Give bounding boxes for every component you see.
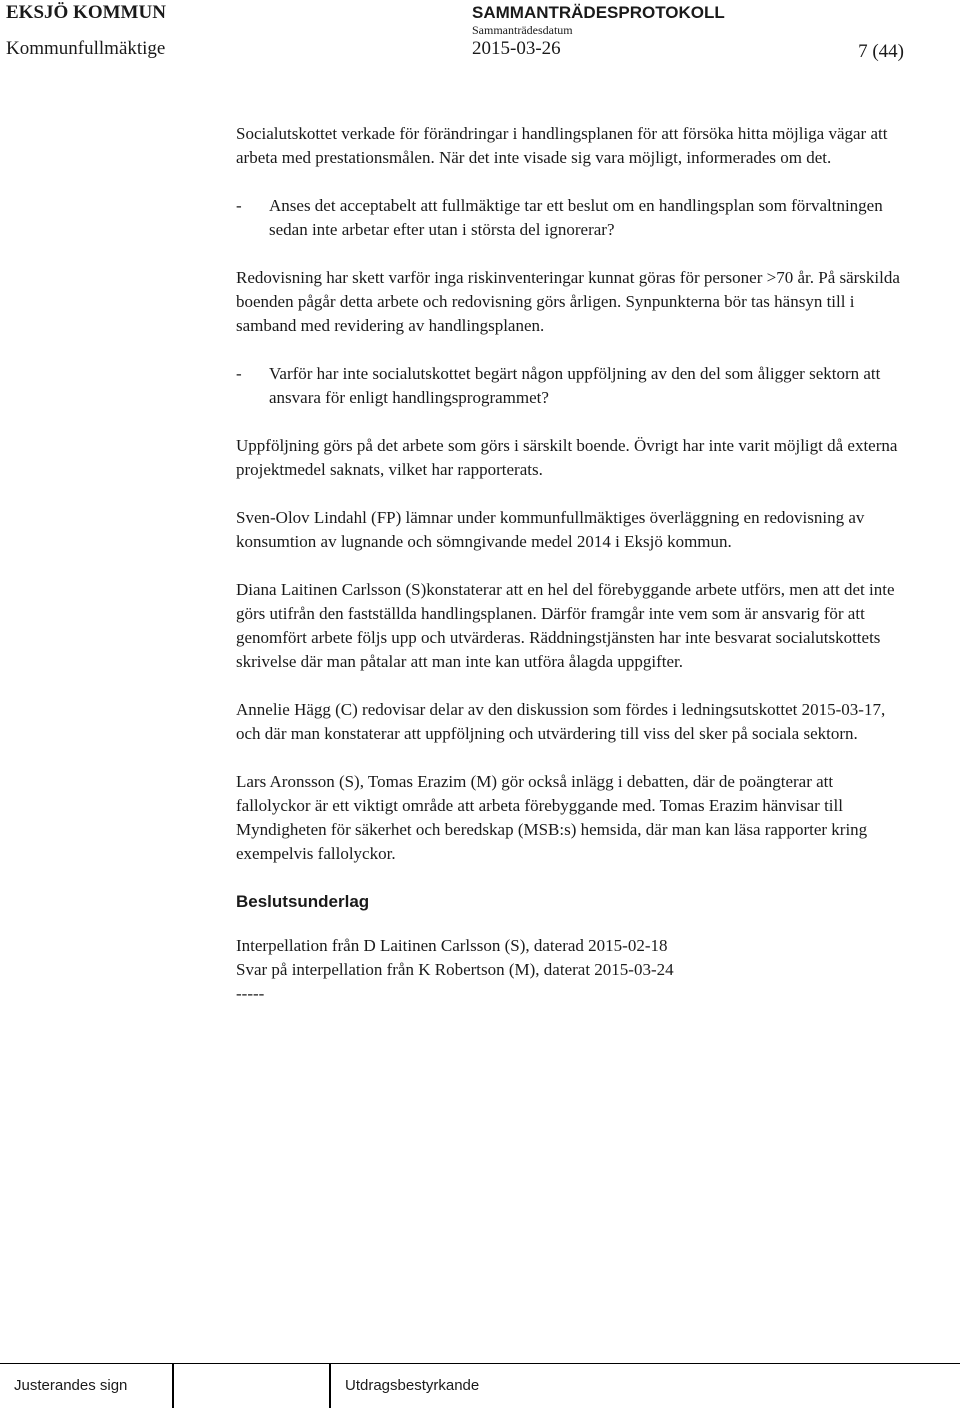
meeting-date: 2015-03-26 [472,38,561,59]
paragraph-2: Redovisning har skett varför inga riskinventeringar kunnat göras för personer >70 år. På särskilda boenden pågår detta arbete och redovisning görs årligen. Synpunkterna bör tas hänsyn till i samband med revidering av handlingsplanen. [236,268,900,335]
paragraph-6: Annelie Hägg (C) redovisar delar av den diskussion som fördes i ledningsutskottet 2015-03-17, och där man konstaterar att uppföljning och utvärdering till viss del sker på sociala sektorn. [236,700,886,743]
reference-1: Interpellation från D Laitinen Carlsson (S), daterad 2015-02-18 [236,936,668,955]
dash-marker: - [236,196,242,215]
header-left [6,2,166,61]
paragraph-4: Sven-Olov Lindahl (FP) lämnar under kommunfullmäktiges överläggning en redovisning av konsumtion av lugnande och sömngivande medel 2014 i Eksjö kommun. [236,508,865,551]
organization-name: EKSJÖ KOMMUN [6,2,166,23]
document-type: SAMMANTRÄDESPROTOKOLL [472,3,725,22]
reference-2: Svar på interpellation från K Robertson (M), daterat 2015-03-24 [236,960,674,979]
certification-label: Utdragsbestyrkande [345,1377,480,1394]
end-marker: ----- [236,984,265,1003]
signature-label: Justerandes sign [14,1377,128,1394]
dash-marker: - [236,364,242,383]
question-1 [236,194,906,242]
footer-divider [172,1364,174,1408]
paragraph-1: Socialutskottet verkade för förändringar i handlingsplanen för att försöka hitta möjliga vägar att arbeta med prestationsmålen. När det inte visade sig vara möjligt, informerades om det. [236,124,888,167]
question-2 [236,362,906,410]
signature-footer [0,1363,960,1408]
meeting-body: Kommunfullmäktige [6,38,166,59]
header-center [472,3,725,61]
footer-divider [329,1364,331,1408]
paragraph-7: Lars Aronsson (S), Tomas Erazim (M) gör också inlägg i debatten, där de poängterar att fallolyckor är ett viktigt område att arbeta förebyggande med. Tomas Erazim hänvisar till Myndigheten för säkerhet och beredskap (MSB:s) hemsida, där man kan läsa rapporter kring exempelvis fallolyckor. [236,772,868,863]
date-label: Sammanträdesdatum [472,23,573,37]
paragraph-5: Diana Laitinen Carlsson (S)konstaterar att en hel del förebyggande arbete utförs, men att det inte görs utifrån den fastställda handlingsplanen. Därför framgår inte vem som är ansvarig för att genomfört arbete följs upp och utvärderas. Räddningstjänsten har inte besvarat socialutskottets skrivelse där man påtalar att man inte kan utföra ålagda uppgifter. [236,580,895,671]
question-1-text: Anses det acceptabelt att fullmäktige tar ett beslut om en handlingsplan som förvaltningen sedan inte arbetar efter utan i största del ignorerar? [269,196,883,239]
document-body [236,122,906,1006]
paragraph-3: Uppföljning görs på det arbete som görs i särskilt boende. Övrigt har inte varit möjligt då externa projektmedel saknats, vilket har rapporterats. [236,436,898,479]
section-heading: Beslutsunderlag [236,892,370,911]
page-number: 7 (44) [858,41,904,62]
question-2-text: Varför har inte socialutskottet begärt någon uppföljning av den del som åligger sektorn att ansvara för enligt handlingsprogrammet? [269,364,881,407]
